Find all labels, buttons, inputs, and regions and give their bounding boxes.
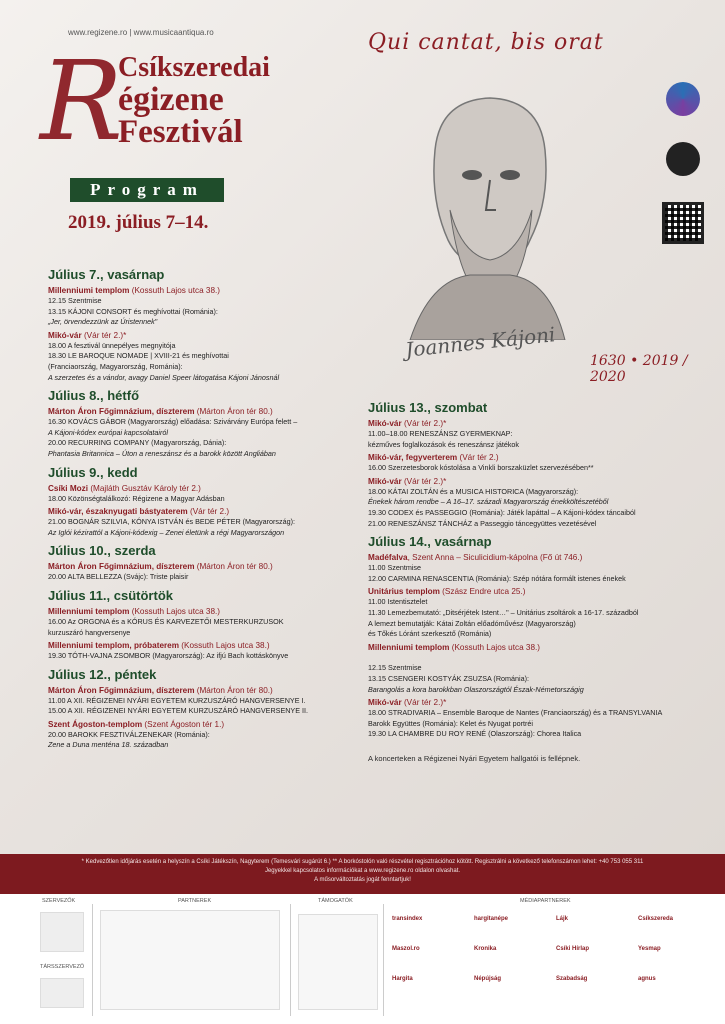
event-line: 19.30 LA CHAMBRE DU ROY RENÉ (Olaszország): Chorea Italica [368,729,582,739]
media-logo: Csíki Hírlap [556,946,590,952]
venue-address: (Vár tér 2.)* [401,698,447,708]
venue-name: Millenniumi templom [48,606,130,616]
event-line: 18.30 LE BAROQUE NOMADE | XVIII-21 és meghívottai [48,351,229,361]
venue-name: Mikó-vár [368,476,402,486]
venue-address: (Vár tér 2.)* [401,419,447,428]
day-heading: Július 9., kedd [48,464,138,480]
venue [368,476,708,487]
media-logo: transindex [392,916,423,922]
media-logo: Szabadság [556,976,588,982]
event-line: és Tőkés Lóránt szerkesztő (Románia) [368,629,492,639]
venue [48,406,368,417]
media-logo: Hargita [392,976,413,982]
event-line: 11.30 Lemezbemutató: „Ditsérjétek Istent…" – Unitárius zsoltárok a 16-17. századból [368,607,639,617]
festival-dates: 2019. július 7–14. [68,212,209,233]
venue-address: (Kossuth Lajos utca 38.) [129,286,221,295]
venue-address: (Szent Ágoston tér 1.) [142,719,225,729]
event-line: 18.00 KÁTAI ZOLTÁN és a MUSICA HISTORICA (Magyarország): [368,486,579,496]
event-line: 13.15 KÁJONI CONSORT és meghívottai (Románia): [48,306,218,316]
organizers-heading: SZERVEZŐK [42,898,76,904]
event-line: Zene a Duna menténa 18. században [48,740,169,750]
event-line: 21.00 BOGNÁR SZILVIA, KÓNYA ISTVÁN és BEDE PÉTER (Magyarország): [48,517,295,527]
media-logo: Népújság [474,976,502,982]
venue [368,552,708,563]
supporter-logos [298,914,378,1010]
qr-code-icon[interactable] [662,202,704,244]
venue [48,685,368,696]
europe-logo-icon [666,82,700,116]
media-logo: Kronika [474,946,497,952]
venue-address: (Majláth Gusztáv Károly tér 2.) [88,483,201,493]
sponsors-strip [0,894,725,1024]
venue-address: (Vár tér 2.)* [81,330,127,340]
venue [368,452,708,463]
media-heading: MÉDIAPARTNEREK [520,898,571,904]
venue [48,640,368,651]
venue-address: (Szász Endre utca 25.) [439,587,526,597]
event-line: 18.00 A fesztivál ünnepélyes megnyitója [48,340,176,350]
event-line [368,653,708,664]
program-left-column [48,262,368,751]
media-logo: hargitanépe [474,916,509,922]
event-line: 21.00 RENESZÁNSZ TÁNCHÁZ a Passeggio táncegyüttes vezetésével [368,518,597,528]
event-line: (Franciaország, Magyarország, Románia): [48,361,183,371]
day-heading: Július 8., hétfő [48,388,140,404]
event-line: 11.00 A XII. RÉGIZENEI NYÁRI EGYETEM KURZUSZÁRÓ HANGVERSENYE I. [48,695,306,705]
venue-address: (Márton Áron tér 80.) [194,562,273,572]
venue-name: Szent Ágoston-templom [48,719,143,729]
event-line: Phantasia Britannica – Úton a reneszánsz és a barokk között Angliában [48,448,276,458]
footer-line2: Jegyekkel kapcsolatos információkat a www.regizene.ro oldalon olvashat. [264,868,461,874]
festival-title [118,52,270,149]
media-logo: Maszol.ro [392,946,420,952]
venue-address: (Vár tér 2.)* [401,476,447,486]
venue-name: Csíki Mozi [48,483,89,493]
event-line: 12.15 Szentmise [48,296,102,305]
venue [48,483,368,494]
event-line: A lemezt bemutatják: Kátai Zoltán előadóművész (Magyarország) [368,618,576,628]
venue-name: Madéfalva [368,553,408,563]
header-urls: www.regizene.ro | www.musicaantiqua.ro [68,28,214,37]
venue [48,719,368,730]
media-logo: agnus [638,976,656,982]
event-line: kurzuszáró hangversenye [48,627,131,637]
partner-logos-top [655,82,711,244]
signature: Joannes Kájoni [404,322,557,362]
venue-address: (Márton Áron tér 80.) [194,407,273,417]
venue-address: (Vár tér 2.) [187,507,230,517]
event-line: 16.00 Az ORGONA és a KÓRUS ÉS KARVEZETŐI MESTERKURZUSOK [48,616,284,626]
venue-name: Márton Áron Főgimnázium, díszterem [48,407,195,417]
event-line: 11.00 Szentmise [368,563,422,573]
event-line: 12.15 Szentmise [368,663,422,673]
day-heading: Július 12., péntek [48,666,157,682]
day-heading: Július 7., vasárnap [48,267,165,282]
event-line: 20.00 RECURRING COMPANY (Magyarország, Dánia): [48,438,227,448]
media-logo: Lájk [556,916,569,922]
venue-address: (Vár tér 2.) [457,453,499,463]
media-logo: Csíkszereda [638,916,674,922]
event-line: 13.15 CSENGERI KOSTYÁK ZSUZSA (Románia): [368,673,529,683]
event-line: A szerzetes és a vándor, avagy Daniel Speer látogatása Kájoni Jánosnál [48,372,280,382]
venue [48,285,368,296]
event-line: Barangolás a kora barokkban Olaszországtól Észak-Németországig [368,684,584,694]
day-heading: Július 14., vasárnap [368,534,492,550]
organizer-logos [40,912,84,952]
event-line: „Jer, örvendezzünk az Úristennek" [48,317,158,327]
day-heading: Július 11., csütörtök [48,587,173,603]
concert-note: A koncerteken a Régizenei Nyári Egyetem hallgatói is fellépnek. [368,753,581,763]
remix-logo-icon [666,142,700,176]
event-line: 15.00 A XII. RÉGIZENEI NYÁRI EGYETEM KURZUSZÁRÓ HANGVERSENYE II. [48,706,309,716]
venue-name: Márton Áron Főgimnázium, díszterem [48,562,195,572]
venue-name: Mikó-vár [368,419,402,428]
day-heading: Július 10., szerda [48,543,156,559]
event-line: 19.30 TÓTH-VAJNA ZSOMBOR (Magyarország): Az ifjú Bach kottáskönyve [48,651,289,661]
venue-address: (Kossuth Lajos utca 38.) [179,641,270,651]
venue-address: (Márton Áron tér 80.) [194,685,273,695]
venue-name: Unitárius templom [368,587,440,597]
program-label: Program [70,178,224,202]
event-line: 11.00 Istentisztelet [368,597,428,607]
venue [368,586,708,597]
event-line: 16.00 Szerzetesborok kóstolása a Vinkli borszaküzlet szervezésében** [368,463,594,473]
event-line: Az Iglói kézirattól a Kájoni-kódexig – Zenei életünk a régi Magyarországon [48,527,285,537]
venue-name: Millenniumi templom [368,642,450,652]
venue [368,697,708,708]
co-organizers-heading: TÁRSSZERVEZŐ [40,964,85,970]
venue [48,561,368,572]
day-heading: Július 13., szombat [368,400,488,415]
venue [368,642,708,653]
venue-address: (Kossuth Lajos utca 38.) [129,606,221,616]
venue-name: Mikó-vár [368,698,402,708]
years-label: 1630 • 2019 / 2020 [590,353,688,385]
event-line: kézműves foglalkozások és reneszánsz játékok [368,439,520,449]
co-organizer-logo [40,978,84,1008]
event-line: A Kájoni-kódex európai kapcsolatairól [48,427,168,437]
footer-notes [0,854,725,894]
venue-address: (Kossuth Lajos utca 38.) [449,642,541,652]
event-line: 20.00 ALTA BELLEZZA (Svájc): Triste plaisir [48,572,189,582]
program-right-column [368,395,708,764]
title-line2: égizene [118,81,224,118]
event-line: Énekek három rendbe – A 16–17. századi Magyarország énekköltészetéből [368,497,609,507]
venue-name: Millenniumi templom [48,286,130,295]
venue-name: Millenniumi templom, próbaterem [48,641,180,651]
venue [48,330,368,341]
event-line: 18.00 Közönségtalálkozó: Régizene a Magyar Adásban [48,493,225,503]
partners-heading: PARTNEREK [178,898,212,904]
venue-name: Mikó-vár [48,330,82,340]
footer-line1: * Kedvezőtlen időjárás esetén a helyszín a Csíki Játékszín, Nagyterem (Temesvári sugárút 6.) ** A borkóstolón való részvétel regisztrációhoz kötött. Regisztrálni a következő telefonszámon lehet: +40 753 055 311 [81,859,644,865]
media-logo: Yesmap [638,946,661,952]
venue-name: Márton Áron Főgimnázium, díszterem [48,685,195,695]
venue [368,418,708,429]
venue [48,606,368,617]
big-letter: R [40,37,123,165]
venue-address: , Szent Anna – Siculicidium-kápolna (Fő út 746.) [407,553,583,563]
event-line: 16.30 KOVÁCS GÁBOR (Magyarország) előadása: Szivárvány Európa felett – [48,417,298,427]
event-line: 19.30 CODEX és PASSEGGIO (Románia): Játék lapáttal – A Kájoni-kódex táncaiból [368,507,636,517]
footer-line3: A műsorváltoztatás jogát fenntartjuk! [314,877,411,883]
event-line: 18.00 STRADIVARIA – Ensemble Baroque de Nantes (Franciaország) és a TRANSYLVANIA [368,708,663,718]
venue-name: Mikó-vár, északnyugati bástyaterem [48,507,188,517]
title-line3: Fesztivál [118,114,243,150]
venue-name: Mikó-vár, fegyverterem [368,453,458,463]
motto: Qui cantat, bis orat [368,30,604,55]
portrait-illustration [400,90,570,340]
event-line: 11.00–18.00 RENESZÁNSZ GYERMEKNAP: [368,429,513,438]
event-line: 12.00 CARMINA RENASCENTIA (Románia): Szép nótára formált istenes énekek [368,573,626,583]
event-line: Barokk Együttes (Románia): Kelet és Nyugat portréi [368,718,533,728]
partner-logos [100,910,280,1010]
supporters-heading: TÁMOGATÓK [318,898,353,904]
title-line1: Csíkszeredai [118,52,270,83]
venue [48,506,368,517]
event-line: 20.00 BAROKK FESZTIVÁLZENEKAR (Románia): [48,729,210,739]
